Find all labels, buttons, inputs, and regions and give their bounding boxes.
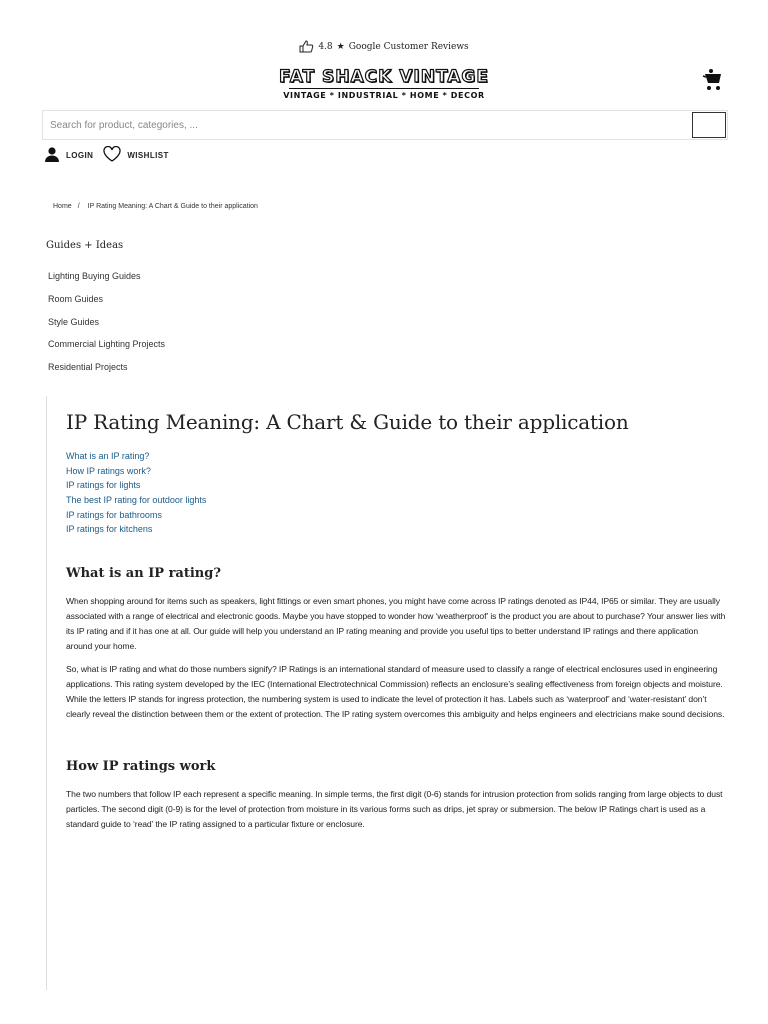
- toc-link[interactable]: How IP ratings work?: [66, 465, 151, 476]
- login-label: LOGIN: [66, 150, 94, 160]
- paragraph: The two numbers that follow IP each represent a specific meaning. In simple terms, the first digit (0-6) stands for intrusion protection from solids ranging from large objects to dust particles. The second digit (0-9) is for the level of protection from moisture in its various forms such as drips, jet spray or submersion. The below IP Ratings chart is used as a standard guide to ‘read’ the IP rating assigned to a particular fixture or enclosure.: [66, 789, 723, 829]
- wishlist-link[interactable]: [103, 146, 168, 164]
- breadcrumb-home[interactable]: Home: [53, 203, 72, 210]
- logo-title: FAT SHACK VINTAGE: [279, 67, 489, 87]
- sidebar-item-commercial-lighting-projects[interactable]: Commercial Lighting Projects: [48, 339, 166, 350]
- article-title: IP Rating Meaning: A Chart & Guide to their application: [66, 410, 629, 434]
- sidebar-item-room-guides[interactable]: Room Guides: [48, 293, 104, 304]
- sidebar-item-style-guides[interactable]: Style Guides: [48, 316, 100, 327]
- paragraph: When shopping around for items such as speakers, light fittings or even smart phones, you might have come across IP ratings denoted as IP44, IP65 or similar. They are usually associated with a range of electrical and electronic goods. Maybe you have stopped to wonder how ‘weatherproof’ is the product you are about to purchase? Your answer lies with its IP rating and if it has one at all. Our guide will help you understand an IP rating meaning and provide you useful tips to better understand IP ratings and there application around your home.: [66, 596, 726, 651]
- logo-tagline: VINTAGE * INDUSTRIAL * HOME * DECOR: [283, 91, 485, 100]
- table-of-contents: [66, 450, 726, 538]
- account-links: [44, 146, 179, 164]
- breadcrumb: [53, 203, 258, 210]
- article-divider: [46, 396, 47, 990]
- wishlist-label: WISHLIST: [127, 150, 169, 160]
- thumbs-up-icon: [299, 40, 314, 53]
- cart-icon[interactable]: [702, 68, 724, 92]
- sidebar-item-residential-projects[interactable]: Residential Projects: [48, 362, 128, 373]
- toc-link[interactable]: IP ratings for lights: [66, 480, 141, 491]
- search-input[interactable]: [43, 111, 690, 139]
- sidebar-nav: [48, 270, 165, 384]
- toc-link[interactable]: What is an IP rating?: [66, 451, 150, 461]
- sidebar-title: Guides + Ideas: [46, 240, 124, 251]
- login-link[interactable]: [44, 146, 93, 164]
- sidebar-item-lighting-buying-guides[interactable]: Lighting Buying Guides: [48, 271, 141, 281]
- section-heading-how-ip-ratings-work: How IP ratings work: [66, 759, 216, 774]
- user-icon: [44, 146, 60, 164]
- toc-link[interactable]: IP ratings for bathrooms: [66, 509, 162, 520]
- site-logo[interactable]: [0, 67, 768, 100]
- breadcrumb-current: IP Rating Meaning: A Chart & Guide to their application: [87, 203, 258, 210]
- article: [66, 410, 726, 829]
- toc-link[interactable]: IP ratings for kitchens: [66, 524, 153, 535]
- rating-value: 4.8: [318, 41, 333, 52]
- rating-bar[interactable]: [0, 40, 768, 53]
- star-icon: ★: [336, 41, 345, 52]
- logo-divider: [289, 88, 479, 89]
- section-heading-what-is-ip-rating: What is an IP rating?: [66, 566, 221, 581]
- toc-link[interactable]: The best IP rating for outdoor lights: [66, 495, 207, 506]
- search-bar: [42, 110, 728, 140]
- heart-icon: [103, 146, 121, 164]
- breadcrumb-separator: /: [77, 203, 80, 210]
- search-button[interactable]: [692, 112, 726, 138]
- rating-label: Google Customer Reviews: [348, 41, 469, 52]
- paragraph: So, what is IP rating and what do those numbers signify? IP Ratings is an international standard of measure used to classify a range of electrical enclosures used in engineering applications. This rating system developed by the IEC (International Electrotechnical Commission) reflects an enclosure’s sealing effectiveness from foreign objects and moisture. While the letters IP stands for ingress protection, the numbering system is used to indicate the level of protection it has. Labels such as ‘waterproof’ and ‘water-resistant’ don’t clearly reveal the distinction between them or the extent of protection. The IP rating system overcomes this ambiguity and helps engineers and electricians make sound decisions.: [66, 664, 725, 719]
